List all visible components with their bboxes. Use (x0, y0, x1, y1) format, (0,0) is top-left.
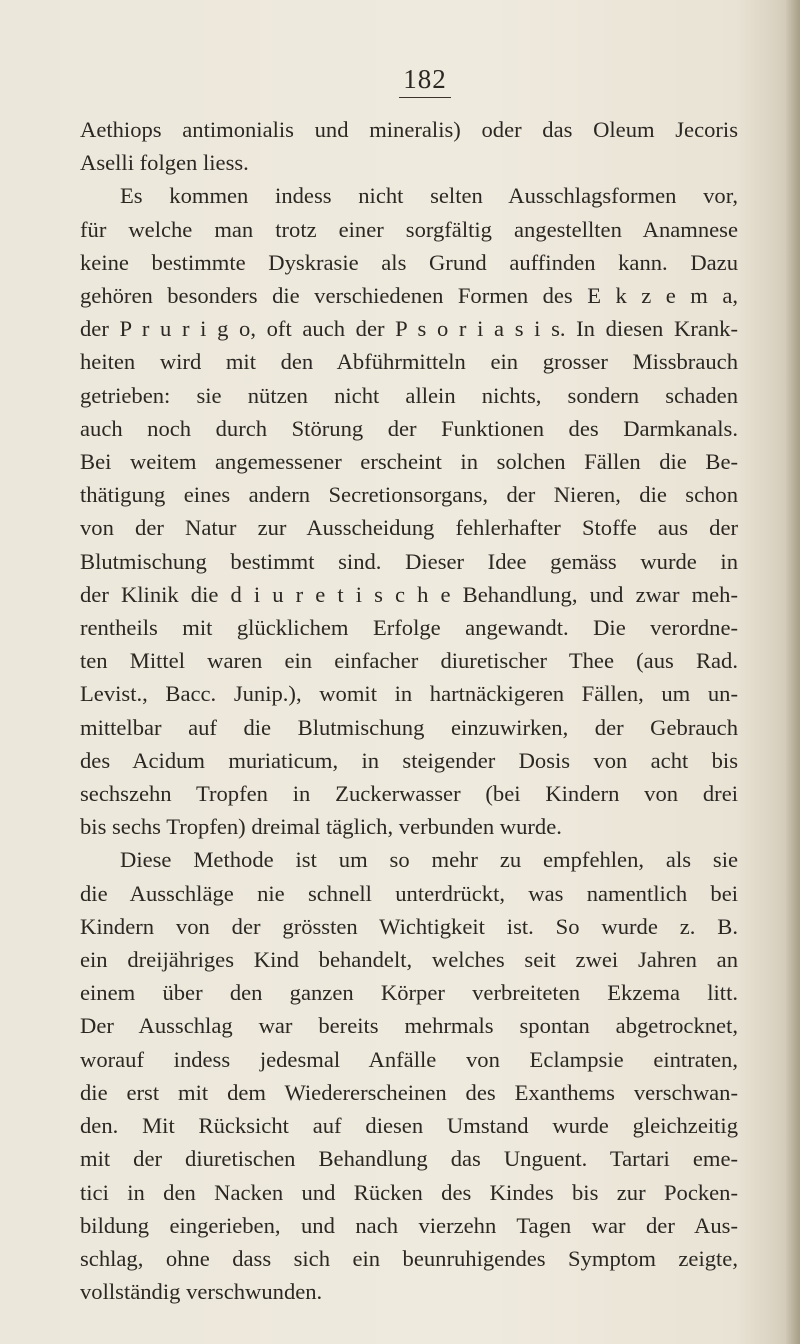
page-edge-shadow (786, 0, 800, 1344)
text-line: keine bestimmte Dyskrasie als Grund auffinden kann. Dazu (80, 249, 738, 275)
page-number (0, 64, 800, 98)
text-line: des Acidum muriaticum, in steigender Dosis von acht bis (80, 747, 738, 773)
text-line: rentheils mit glücklichem Erfolge angewandt. Die verordne- (80, 615, 738, 641)
text-line: den. Mit Rücksicht auf diesen Umstand wurde gleichzeitig (80, 1113, 738, 1139)
text-line: schlag, ohne dass sich ein beunruhigendes Symptom zeigte, (80, 1245, 738, 1271)
text-line: die Ausschläge nie schnell unterdrückt, was namentlich bei (80, 880, 738, 906)
body-text (80, 113, 738, 1308)
text-line: getrieben: sie nützen nicht allein nichts, sondern schaden (80, 382, 738, 408)
text-line: einem über den ganzen Körper verbreiteten Ekzema litt. (80, 980, 738, 1006)
text-line: heiten wird mit den Abführmitteln ein grosser Missbrauch (80, 349, 738, 375)
text-line: sechszehn Tropfen in Zuckerwasser (bei Kindern von drei (80, 781, 738, 807)
page-number-text: 182 (399, 64, 451, 98)
text-line: bildung eingerieben, und nach vierzehn Tagen war der Aus- (80, 1212, 738, 1238)
text-line: für welche man trotz einer sorgfältig angestellten Anamnese (80, 216, 738, 242)
text-line: Blutmischung bestimmt sind. Dieser Idee gemäss wurde in (80, 548, 738, 574)
text-line: Aethiops antimonialis und mineralis) oder das Oleum Jecoris (80, 117, 738, 142)
text-line: worauf indess jedesmal Anfälle von Eclampsie eintraten, (80, 1046, 738, 1072)
text-line: die erst mit dem Wiedererscheinen des Exanthems verschwan- (80, 1079, 738, 1105)
text-line: bis sechs Tropfen) dreimal täglich, verbunden wurde. (80, 814, 562, 840)
text-line: Aselli folgen liess. (80, 150, 249, 176)
text-line: mit der diuretischen Behandlung das Unguent. Tartari eme- (80, 1146, 738, 1172)
text-line: gehören besonders die verschiedenen Formen des E k z e m a, (80, 283, 738, 309)
text-line: Kindern von der grössten Wichtigkeit ist. So wurde z. B. (80, 913, 738, 939)
text-line: der Klinik die d i u r e t i s c h e Behandlung, und zwar meh- (80, 581, 738, 607)
text-line: ein dreijähriges Kind behandelt, welches seit zwei Jahren an (80, 947, 738, 973)
text-line: vollständig verschwunden. (80, 1279, 323, 1305)
text-line: Diese Methode ist um so mehr zu empfehlen, als sie (120, 847, 738, 873)
text-line: Bei weitem angemessener erscheint in solchen Fällen die Be- (80, 449, 738, 475)
text-line: Levist., Bacc. Junip.), womit in hartnäckigeren Fällen, um un- (80, 681, 738, 707)
text-line: Der Ausschlag war bereits mehrmals spontan abgetrocknet, (80, 1013, 738, 1039)
text-line: ten Mittel waren ein einfacher diuretischer Thee (aus Rad. (80, 648, 738, 674)
text-line: der P r u r i g o, oft auch der P s o r i a s i s. In diesen Krank- (80, 316, 738, 342)
text-line: auch noch durch Störung der Funktionen des Darmkanals. (80, 415, 738, 441)
text-line: mittelbar auf die Blutmischung einzuwirken, der Gebrauch (80, 714, 738, 740)
text-line: thätigung eines andern Secretionsorgans, der Nieren, die schon (80, 482, 738, 508)
text-line: tici in den Nacken und Rücken des Kindes bis zur Pocken- (80, 1179, 738, 1205)
text-line: von der Natur zur Ausscheidung fehlerhafter Stoffe aus der (80, 515, 738, 541)
text-line: Es kommen indess nicht selten Ausschlagsformen vor, (120, 183, 738, 209)
